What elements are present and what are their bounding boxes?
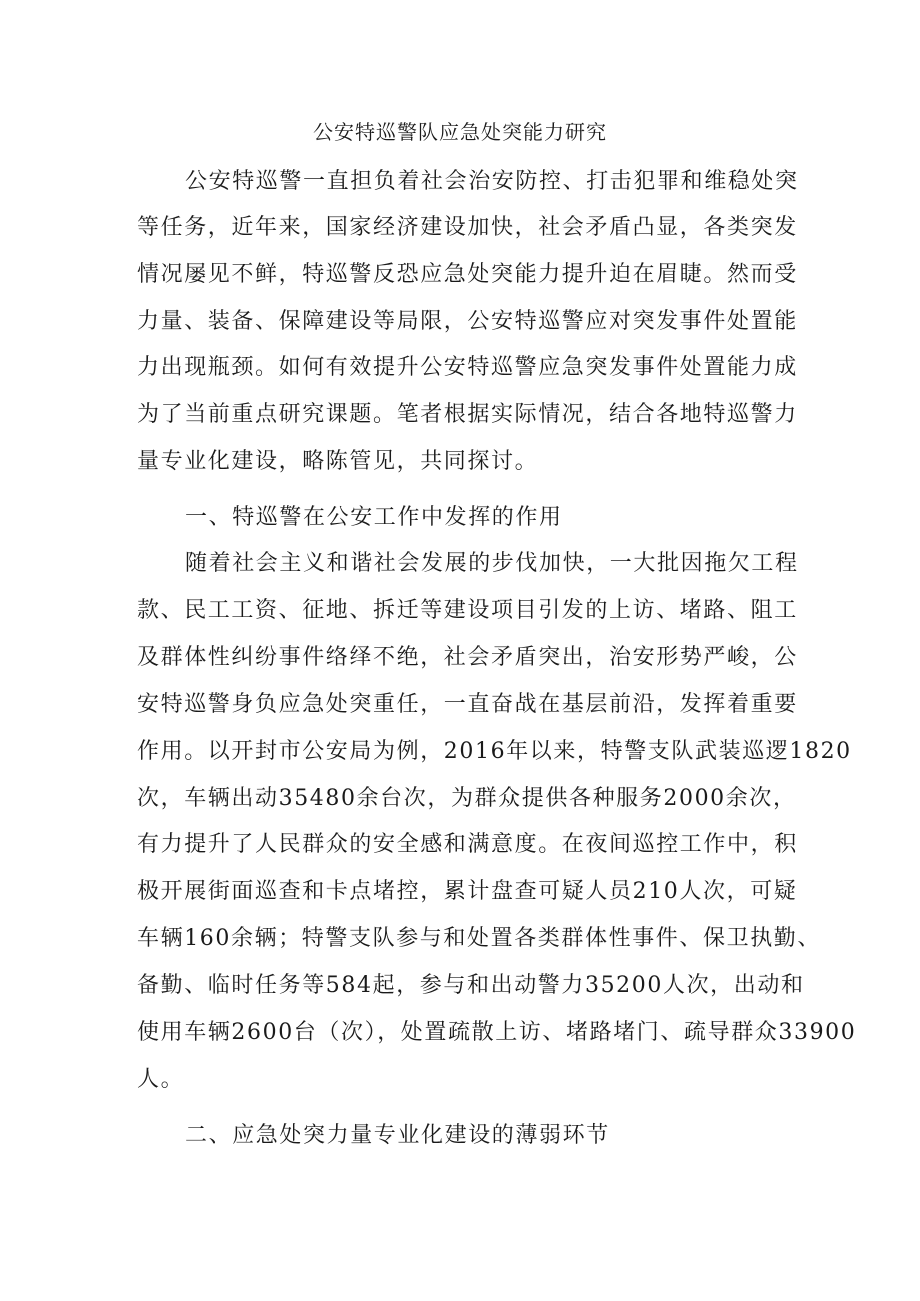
paragraph-line: 使用车辆2600台（次），处置疏散上访、堵路堵门、疏导群众33900 — [137, 1020, 857, 1045]
paragraph-line: 有力提升了人民群众的安全感和满意度。在夜间巡控工作中，积 — [137, 832, 798, 857]
paragraph-line: 等任务，近年来，国家经济建设加快，社会矛盾凸显，各类突发 — [137, 215, 798, 240]
document-title: 公安特巡警队应急处突能力研究 — [313, 120, 607, 144]
paragraph-line: 次，车辆出动35480余台次，为群众提供各种服务2000余次， — [137, 786, 797, 811]
paragraph-line: 力量、装备、保障建设等局限，公安特巡警应对突发事件处置能 — [137, 309, 798, 334]
paragraph-line: 情况屡见不鲜，特巡警反恐应急处突能力提升迫在眉睫。然而受 — [137, 262, 798, 287]
paragraph-line: 作用。以开封市公安局为例，2016年以来，特警支队武装巡逻1820 — [137, 739, 852, 764]
section-heading-1: 一、特巡警在公安工作中发挥的作用 — [185, 505, 563, 530]
section-heading-2: 二、应急处突力量专业化建设的薄弱环节 — [185, 1123, 610, 1148]
paragraph-line: 为了当前重点研究课题。笔者根据实际情况，结合各地特巡警力 — [137, 402, 798, 427]
paragraph-line: 人。 — [137, 1067, 185, 1092]
paragraph-line: 款、民工工资、征地、拆迁等建设项目引发的上访、堵路、阻工 — [137, 598, 798, 623]
paragraph-line: 公安特巡警一直担负着社会治安防控、打击犯罪和维稳处突 — [185, 169, 799, 194]
paragraph-line: 量专业化建设，略陈管见，共同探讨。 — [137, 449, 539, 474]
paragraph-line: 及群体性纠纷事件络绎不绝，社会矛盾突出，治安形势严峻，公 — [137, 645, 798, 670]
paragraph-line: 力出现瓶颈。如何有效提升公安特巡警应急突发事件处置能力成 — [137, 355, 798, 380]
paragraph-line: 安特巡警身负应急处突重任，一直奋战在基层前沿，发挥着重要 — [137, 692, 798, 717]
paragraph-line: 车辆160余辆；特警支队参与和处置各类群体性事件、保卫执勤、 — [137, 926, 821, 951]
paragraph-line: 备勤、临时任务等584起，参与和出动警力35200人次，出动和 — [137, 973, 805, 998]
paragraph-line: 随着社会主义和谐社会发展的步伐加快，一大批因拖欠工程 — [185, 551, 799, 576]
paragraph-line: 极开展街面巡查和卡点堵控，累计盘查可疑人员210人次，可疑 — [137, 879, 798, 904]
